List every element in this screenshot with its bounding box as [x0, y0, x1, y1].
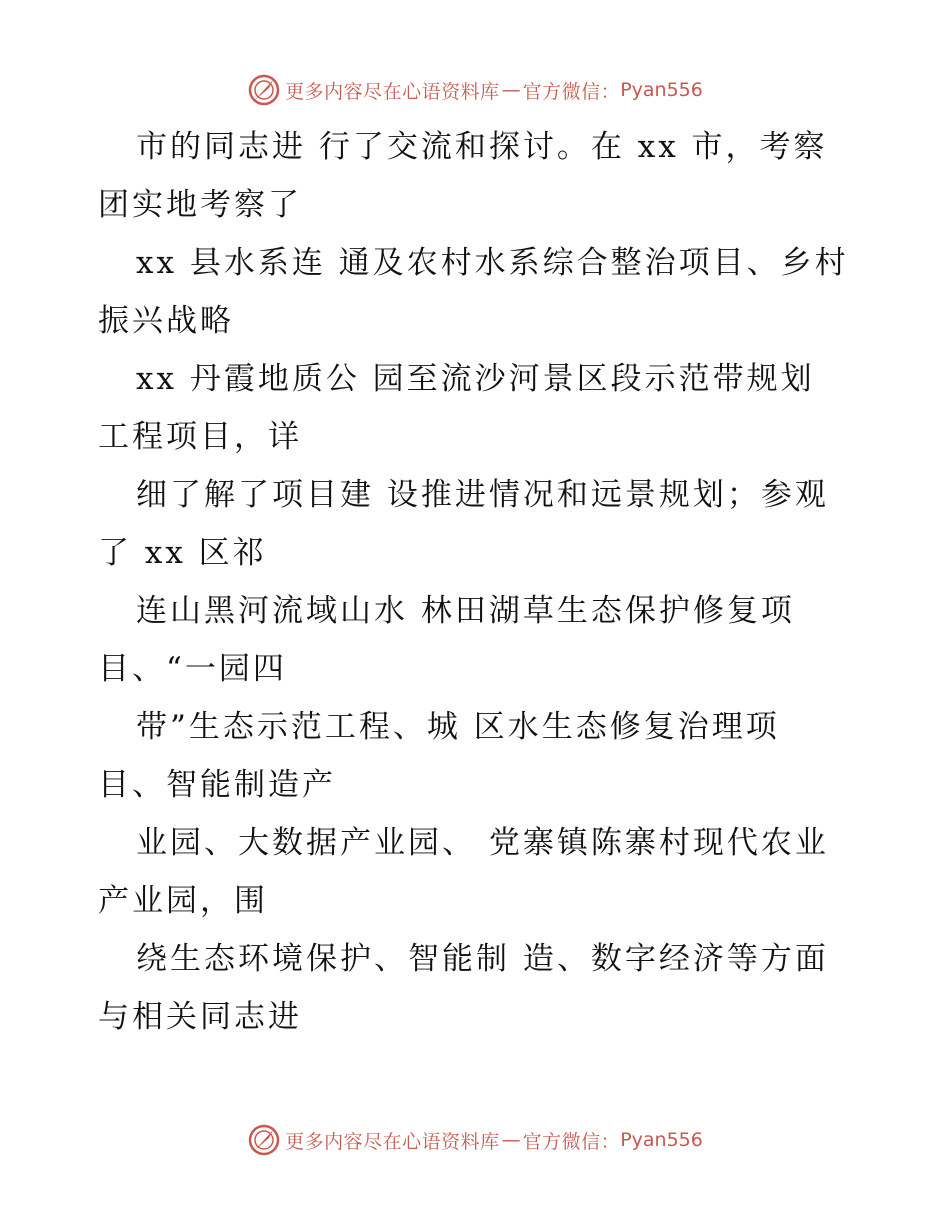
watermark-wechat-label: 官方微信：	[522, 1130, 621, 1153]
paragraph-first-line: 连山黑河流域山水 林田湖草生态保护修复项	[136, 593, 795, 629]
paragraph-first-line: 绕生态环境保护、智能制 造、数字经济等方面	[136, 941, 829, 977]
paragraph-continuation: 了 xx 区祁	[98, 535, 267, 571]
watermark-site-text: 更多内容尽在心语资料库	[285, 1130, 500, 1153]
paragraph	[98, 350, 858, 466]
paragraph	[98, 118, 858, 234]
paragraph-first-line: 业园、大数据产业园、 党寨镇陈寨村现代农业	[136, 825, 829, 861]
paragraph	[98, 698, 858, 814]
quill-logo-icon	[247, 1123, 281, 1157]
paragraph	[98, 582, 858, 698]
paragraph-continuation: 目、“一园四	[98, 651, 287, 687]
paragraph-continuation: 振兴战略	[98, 303, 234, 339]
paragraph-continuation: 目、智能制造产	[98, 767, 336, 803]
header-watermark	[0, 70, 950, 110]
paragraph-first-line: xx 丹霞地质公 园至流沙河景区段示范带规划	[136, 361, 815, 397]
paragraph	[98, 466, 858, 582]
paragraph-continuation: 与相关同志进	[98, 999, 302, 1035]
watermark-wechat-id: Pyan556	[620, 1129, 703, 1151]
watermark-wechat-id: Pyan556	[620, 79, 703, 101]
paragraph	[98, 814, 858, 930]
paragraph-continuation: 产业园，围	[98, 883, 268, 919]
watermark-separator: —	[501, 1129, 521, 1151]
paragraph-continuation: 团实地考察了	[98, 187, 302, 223]
paragraph-first-line: 带”生态示范工程、城 区水生态修复治理项	[136, 709, 780, 745]
document-body	[98, 118, 858, 1046]
paragraph-continuation: 工程项目，详	[98, 419, 302, 455]
watermark-separator: —	[501, 79, 521, 101]
footer-watermark	[0, 1120, 950, 1160]
paragraph-first-line: 细了解了项目建 设推进情况和远景规划；参观	[136, 477, 829, 513]
quill-logo-icon	[247, 73, 281, 107]
watermark-site-text: 更多内容尽在心语资料库	[285, 80, 500, 103]
paragraph-first-line: xx 县水系连 通及农村水系综合整治项目、乡村	[136, 245, 849, 281]
paragraph	[98, 930, 858, 1046]
paragraph-first-line: 市的同志进 行了交流和探讨。在 xx 市，考察	[136, 129, 828, 165]
watermark-wechat-label: 官方微信：	[522, 80, 621, 103]
paragraph	[98, 234, 858, 350]
